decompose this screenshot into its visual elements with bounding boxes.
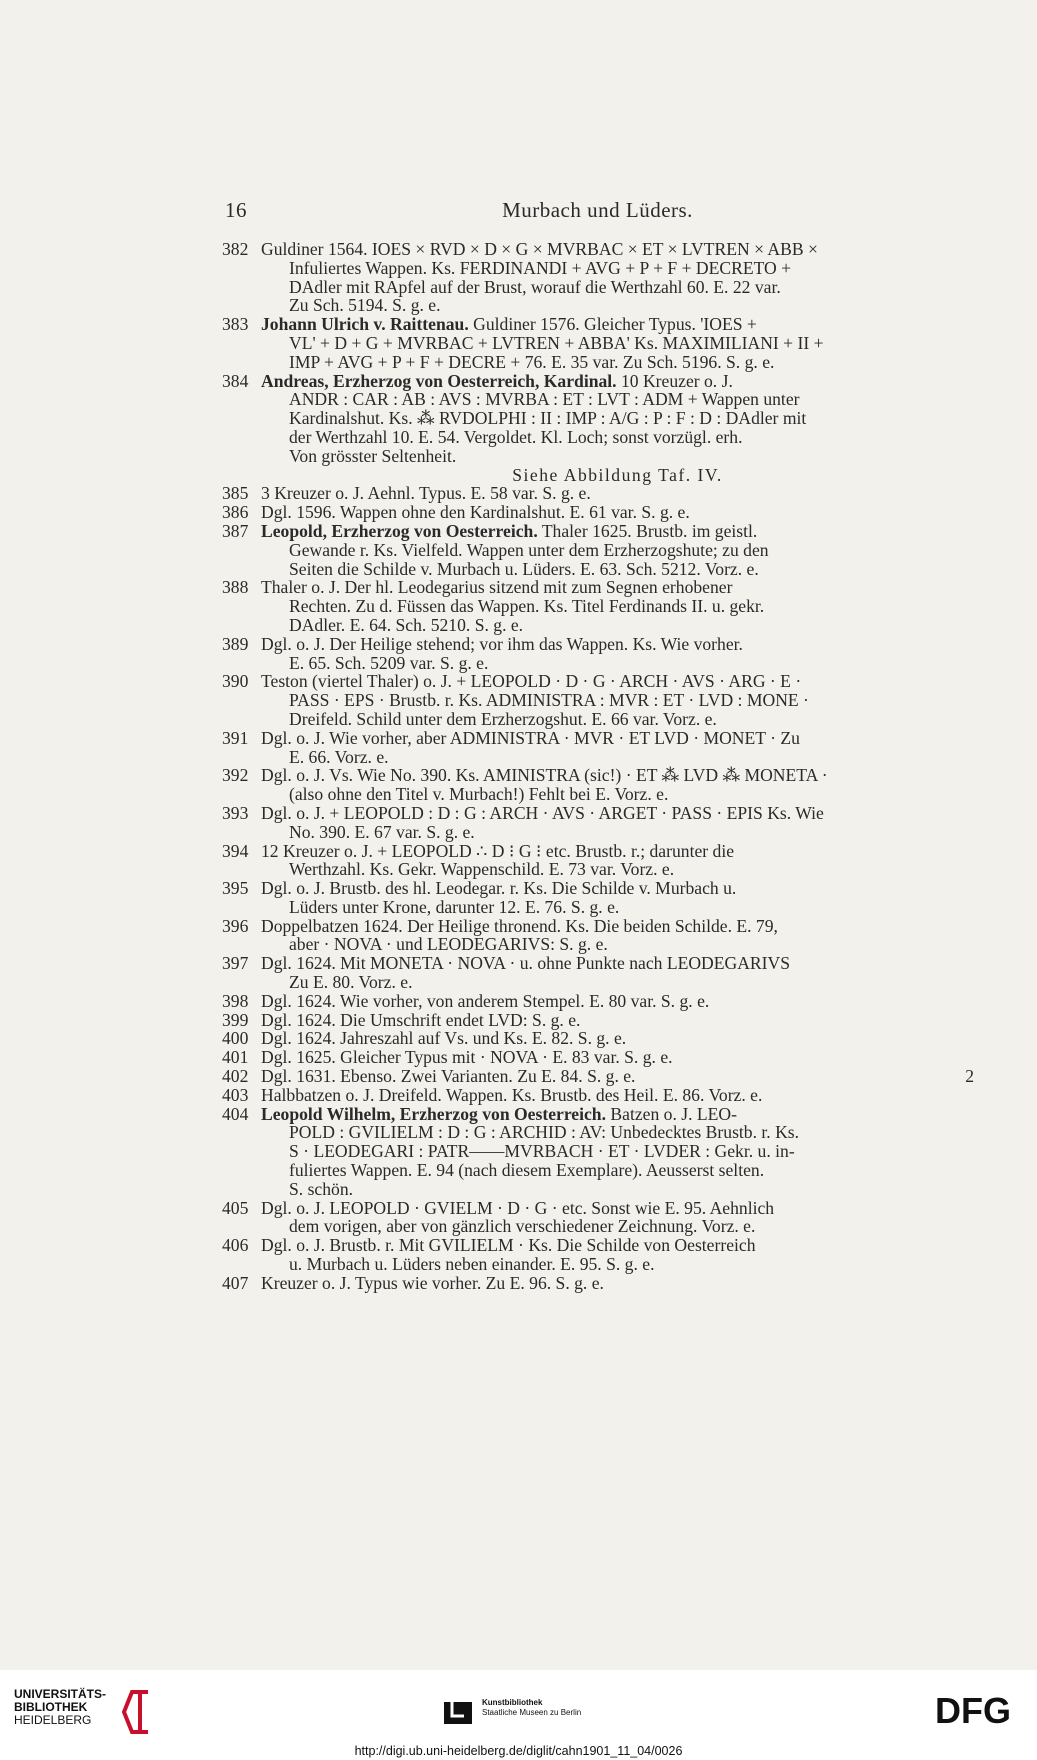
entry-line-text: Batzen o. J. LEO- — [606, 1103, 737, 1124]
catalog-entry — [222, 1199, 974, 1237]
catalog-entry — [222, 1048, 974, 1067]
catalog-entry — [222, 879, 974, 917]
catalog-entry — [222, 1086, 974, 1105]
catalog-entry — [222, 917, 974, 955]
entry-line — [261, 315, 974, 334]
catalog-entry — [222, 484, 974, 503]
entry-number: 386 — [222, 502, 249, 523]
entry-number: 405 — [222, 1197, 249, 1218]
entry-line: Dgl. 1624. Die Umschrift endet LVD: S. g. e. — [261, 1009, 581, 1030]
catalog-entry — [222, 635, 974, 673]
ub-heidelberg-logo[interactable] — [14, 1688, 154, 1740]
entry-line: Dgl. o. J. LEOPOLD · GVIELM · D · G · etc. Sonst wie E. 95. Aehnlich — [261, 1197, 775, 1218]
entry-line: Kardinalshut. Ks. ⁂ RVDOLPHI : II : IMP : A/G : P : F : D : DAdler mit — [289, 408, 807, 429]
entry-line: der Werthzahl 10. E. 54. Vergoldet. Kl. Loch; sonst vorzügl. erh. — [289, 426, 743, 447]
entry-line: Dgl. o. J. Brustb. r. Mit GVILIELM · Ks. Die Schilde von Oesterreich — [261, 1235, 756, 1256]
entry-line: Teston (viertel Thaler) o. J. + LEOPOLD · D · G · ARCH · AVS · ARG · E · — [261, 671, 802, 692]
entry-line: Seiten die Schilde v. Murbach u. Lüders. E. 63. Sch. 5212. Vorz. e. — [289, 558, 759, 579]
entry-number: 391 — [222, 727, 249, 748]
entry-number: 385 — [222, 483, 249, 504]
ub-mark-icon — [118, 1688, 158, 1738]
entry-heading: Leopold Wilhelm, Erzherzog von Oesterreich. — [261, 1103, 606, 1124]
catalog-entry — [222, 672, 974, 728]
entry-line: Gewande r. Ks. Vielfeld. Wappen unter dem Erzherzogshute; zu den — [289, 539, 769, 560]
entry-line: u. Murbach u. Lüders neben einander. E. 95. S. g. e. — [289, 1254, 655, 1275]
kunstbibliothek-icon — [442, 1698, 476, 1728]
catalog-entry — [222, 766, 974, 804]
entry-number: 402 — [222, 1066, 249, 1087]
entry-line: Dgl. 1631. Ebenso. Zwei Varianten. Zu E. 84. S. g. e. — [261, 1066, 636, 1087]
entry-line: Dgl. o. J. Der Heilige stehend; vor ihm das Wappen. Ks. Wie vorher. — [261, 633, 743, 654]
catalog-entry — [222, 1029, 974, 1048]
catalog-entry — [222, 522, 974, 578]
ub-line-1: UNIVERSITÄTS- — [14, 1687, 107, 1701]
catalog-entry — [222, 992, 974, 1011]
entry-line: Zu E. 80. Vorz. e. — [289, 972, 413, 993]
entry-line-text: 10 Kreuzer o. J. — [616, 370, 733, 391]
entry-line: E. 66. Vorz. e. — [289, 746, 389, 767]
entry-line: Thaler o. J. Der hl. Leodegarius sitzend mit zum Segnen erhobener — [261, 577, 733, 598]
entry-line: 12 Kreuzer o. J. + LEOPOLD ∴ D ⁝ G ⁝ etc. Brustb. r.; darunter die — [261, 840, 735, 861]
entry-number: 387 — [222, 520, 249, 541]
entry-line-text: Guldiner 1576. Gleicher Typus. 'IOES + — [468, 314, 757, 335]
entry-heading: Leopold, Erzherzog von Oesterreich. — [261, 520, 538, 541]
entry-line — [261, 1105, 974, 1124]
catalog-entry — [222, 1067, 974, 1086]
entry-line: Dgl. o. J. Brustb. des hl. Leodegar. r. Ks. Die Schilde v. Murbach u. — [261, 878, 737, 899]
entry-line: Halbbatzen o. J. Dreifeld. Wappen. Ks. Brustb. des Heil. E. 86. Vorz. e. — [261, 1084, 763, 1105]
footer-bar — [0, 1670, 1037, 1760]
kb-title: Kunstbibliothek — [482, 1698, 543, 1707]
catalog-entry — [222, 1105, 974, 1199]
entry-line: Dgl. 1624. Mit MONETA · NOVA · u. ohne Punkte nach LEODEGARIVS — [261, 953, 790, 974]
entry-line: (also ohne den Titel v. Murbach!) Fehlt bei E. Vorz. e. — [289, 784, 669, 805]
catalog-entry — [222, 240, 974, 315]
plate-reference: Siehe Abbildung Taf. IV. — [512, 464, 723, 485]
entry-line: ANDR : CAR : AB : AVS : MVRBA : ET : LVT : ADM + Wappen unter — [289, 389, 800, 410]
entry-line: dem vorigen, aber von gänzlich verschiedener Zeichnung. Vorz. e. — [289, 1216, 756, 1237]
entry-number: 404 — [222, 1103, 249, 1124]
entry-line: Von grösster Seltenheit. — [289, 445, 457, 466]
running-title: Murbach und Lüders. — [502, 198, 693, 222]
ub-logo-text — [14, 1688, 106, 1727]
page-number: 16 — [225, 198, 247, 222]
kunstbibliothek-logo[interactable] — [442, 1692, 622, 1732]
catalog-entry — [222, 804, 974, 842]
entry-number: 393 — [222, 802, 249, 823]
entry-line: Infuliertes Wappen. Ks. FERDINANDI + AVG + P + F + DECRETO + — [289, 257, 792, 278]
entry-number: 407 — [222, 1272, 249, 1293]
catalog-entry — [222, 729, 974, 767]
entry-number: 397 — [222, 953, 249, 974]
entry-line: DAdler. E. 64. Sch. 5210. S. g. e. — [289, 614, 524, 635]
entry-line: DAdler mit RApfel auf der Brust, worauf die Werthzahl 60. E. 22 var. — [289, 276, 781, 297]
entry-number: 398 — [222, 990, 249, 1011]
entry-line-text: Thaler 1625. Brustb. im geistl. — [537, 520, 758, 541]
ub-line-2: BIBLIOTHEK — [14, 1700, 88, 1714]
entry-number: 382 — [222, 239, 249, 259]
catalog-entry — [222, 1011, 974, 1030]
entry-line: PASS · EPS · Brustb. r. Ks. ADMINISTRA : MVR : ET · LVD : MONE · — [289, 690, 809, 711]
entry-line: Kreuzer o. J. Typus wie vorher. Zu E. 96. S. g. e. — [261, 1272, 604, 1293]
entry-number: 401 — [222, 1047, 249, 1068]
catalog-entry — [222, 1274, 974, 1293]
permalink-url[interactable]: http://digi.ub.uni-heidelberg.de/diglit/cahn1901_11_04/0026 — [354, 1744, 683, 1758]
entry-line: Doppelbatzen 1624. Der Heilige thronend. Ks. Die beiden Schilde. E. 79, — [261, 915, 778, 936]
entry-line: Werthzahl. Ks. Gekr. Wappenschild. E. 73 var. Vorz. e. — [289, 859, 675, 880]
entry-heading: Andreas, Erzherzog von Oesterreich, Kardinal. — [261, 370, 617, 391]
catalog-entry — [222, 372, 974, 485]
entry-line: fuliertes Wappen. E. 94 (nach diesem Exemplare). Aeusserst selten. — [289, 1160, 765, 1181]
entry-number: 406 — [222, 1235, 249, 1256]
entry-number: 392 — [222, 765, 249, 786]
entry-count-mark: 2 — [965, 1066, 974, 1087]
ub-line-3: HEIDELBERG — [14, 1713, 92, 1727]
entry-number: 395 — [222, 878, 249, 899]
entry-number: 400 — [222, 1028, 249, 1049]
page-header — [225, 198, 970, 228]
kb-subtitle: Staatliche Museen zu Berlin — [482, 1708, 582, 1717]
entry-line: E. 65. Sch. 5209 var. S. g. e. — [289, 652, 489, 673]
catalog-entry — [222, 578, 974, 634]
entry-number: 388 — [222, 577, 249, 598]
entry-line: POLD : GVILIELM : D : G : ARCHID : AV: Unbedecktes Brustb. r. Ks. — [289, 1122, 800, 1143]
entry-number: 396 — [222, 915, 249, 936]
catalog-entry — [222, 954, 974, 992]
catalog-entry — [222, 842, 974, 880]
entry-line — [261, 522, 974, 541]
entry-line: Dgl. 1624. Wie vorher, von anderem Stempel. E. 80 var. S. g. e. — [261, 990, 710, 1011]
entry-number: 389 — [222, 633, 249, 654]
entry-number: 399 — [222, 1009, 249, 1030]
dfg-logo[interactable] — [923, 1692, 1023, 1728]
entry-line: Rechten. Zu d. Füssen das Wappen. Ks. Titel Ferdinands II. u. gekr. — [289, 596, 765, 617]
entry-line: S. schön. — [289, 1178, 354, 1199]
entry-line: aber · NOVA · und LEODEGARIVS: S. g. e. — [289, 934, 608, 955]
entry-number: 403 — [222, 1084, 249, 1105]
entry-line: IMP + AVG + P + F + DECRE + 76. E. 35 var. Zu Sch. 5196. S. g. e. — [289, 351, 775, 372]
entry-line: Dgl. 1596. Wappen ohne den Kardinalshut. E. 61 var. S. g. e. — [261, 502, 690, 523]
entry-line: No. 390. E. 67 var. S. g. e. — [289, 821, 475, 842]
entry-number: 383 — [222, 314, 249, 335]
catalog-entry — [222, 1236, 974, 1274]
entry-number: 390 — [222, 671, 249, 692]
entry-line: Dgl. 1624. Jahreszahl auf Vs. und Ks. E. 82. S. g. e. — [261, 1028, 627, 1049]
entry-line: Dgl. o. J. Wie vorher, aber ADMINISTRA · MVR · ET LVD · MONET · Zu — [261, 727, 800, 748]
catalog-entries — [222, 240, 974, 1293]
catalog-entry — [222, 503, 974, 522]
entry-line: 3 Kreuzer o. J. Aehnl. Typus. E. 58 var. S. g. e. — [261, 483, 591, 504]
entry-line: Lüders unter Krone, darunter 12. E. 76. S. g. e. — [289, 896, 620, 917]
entry-line: Zu Sch. 5194. S. g. e. — [289, 295, 441, 316]
entry-line: S · LEODEGARI : PATR——MVRBACH · ET · LVDER : Gekr. u. in- — [289, 1141, 795, 1162]
entry-line — [261, 372, 974, 391]
entry-line: Dgl. o. J. + LEOPOLD : D : G : ARCH · AVS · ARGET · PASS · EPIS Ks. Wie — [261, 802, 824, 823]
entry-line: VL' + D + G + MVRBAC + LVTREN + ABBA' Ks. MAXIMILIANI + II + — [289, 332, 824, 353]
entry-number: 394 — [222, 840, 249, 861]
entry-number: 384 — [222, 370, 249, 391]
entry-heading: Johann Ulrich v. Raittenau. — [261, 314, 469, 335]
catalog-entry — [222, 315, 974, 371]
entry-line: Guldiner 1564. IOES × RVD × D × G × MVRBAC × ET × LVTREN × ABB × — [261, 239, 818, 259]
entry-line: Dgl. 1625. Gleicher Typus mit · NOVA · E. 83 var. S. g. e. — [261, 1047, 673, 1068]
kunstbibliothek-text — [482, 1698, 581, 1718]
entry-line: Dgl. o. J. Vs. Wie No. 390. Ks. AMINISTRA (sic!) · ET ⁂ LVD ⁂ MONETA · — [261, 765, 828, 786]
entry-line: Dreifeld. Schild unter dem Erzherzogshut. E. 66 var. Vorz. e. — [289, 708, 717, 729]
dfg-text: DFG — [935, 1692, 1011, 1728]
